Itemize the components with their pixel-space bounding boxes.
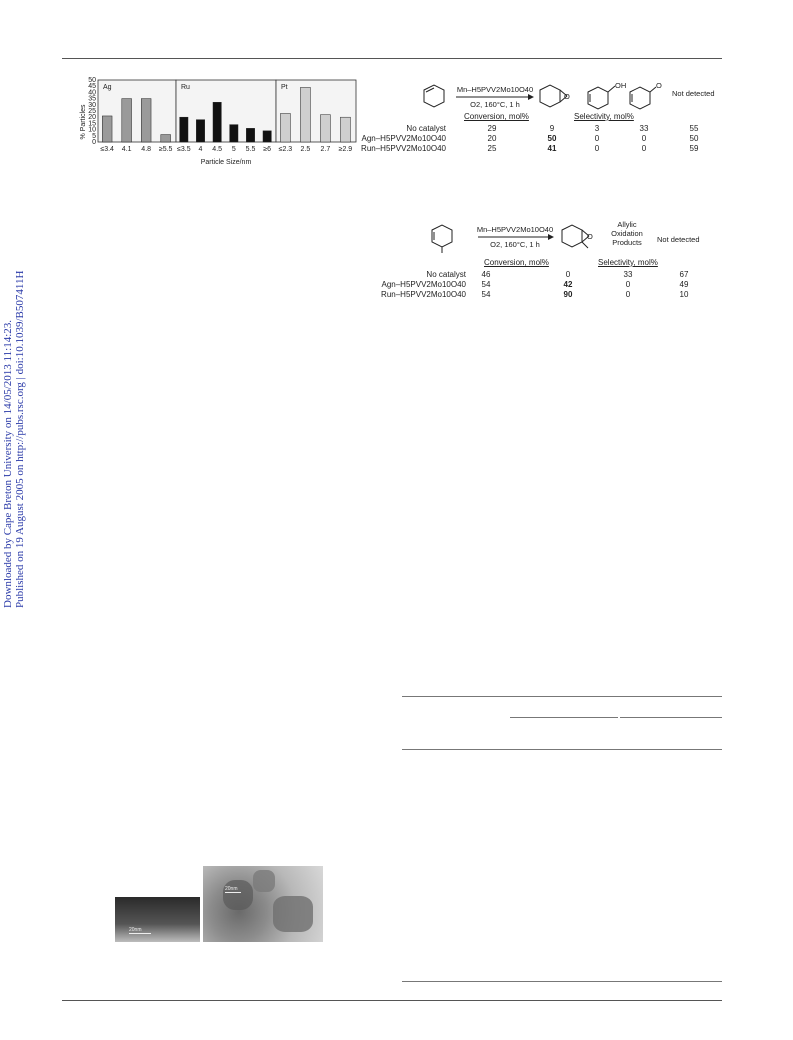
scheme1-cell-nd: 55 (689, 124, 699, 133)
bar-ru (180, 117, 188, 142)
scheme2-cell-conv: 54 (481, 280, 491, 289)
scheme1-cell-s3: 0 (641, 134, 647, 143)
panel-name-pt: Pt (281, 84, 288, 91)
methylcyclohexene-structure (432, 225, 452, 253)
table-rule-bottom (402, 981, 722, 982)
scheme2-allylic-2: Oxidation (611, 229, 643, 238)
scheme2-catalyst: Mn–H5PVV2Mo10O40 (476, 225, 554, 234)
scheme2-conversion-header: Conversion, mol% (484, 258, 549, 267)
x-tick-label: 4.5 (212, 146, 223, 153)
bar-ru (263, 131, 271, 142)
epoxide-structure (540, 85, 567, 107)
bar-ru (230, 125, 238, 142)
scheme2-cell-nd: 10 (679, 290, 689, 299)
x-tick-label: 4.1 (121, 146, 132, 153)
x-tick-label: 2.7 (320, 146, 331, 153)
scheme2-row-name: Agn–H5PVV2Mo10O40 (381, 280, 466, 289)
scheme2-row-name: No catalyst (426, 270, 466, 279)
table-rule-mid (402, 749, 722, 750)
scheme1-row-name: Run–H5PVV2Mo10O40 (361, 144, 446, 153)
alcohol-oh: OH (615, 81, 627, 90)
x-tick-label: ≥6 (263, 146, 272, 153)
scheme-2 (381, 216, 727, 311)
scheme1-conditions: O2, 160°C, 1 h (470, 100, 520, 109)
scheme1-cell-s2: 3 (594, 124, 600, 133)
scheme2-cell-s1: 42 (563, 280, 573, 289)
arrow-head (528, 94, 534, 100)
x-tick-label: ≥5.5 (158, 146, 173, 153)
y-tick-label: 30 (88, 101, 96, 109)
panel-frame-ru (176, 80, 276, 142)
published-line: Published on 19 August 2005 on http://pubs.rsc.org | doi:10.1039/B507411H (14, 270, 26, 608)
scheme1-cell-s3: 33 (639, 124, 649, 133)
table-rule-top (402, 696, 722, 697)
download-notice (0, 270, 24, 610)
y-tick-label: 10 (88, 126, 96, 134)
ketone-o: O (656, 81, 662, 90)
scheme1-cell-nd: 59 (689, 144, 699, 153)
scheme2-conditions: O2, 160°C, 1 h (490, 240, 540, 249)
scheme1-cell-s2: 0 (594, 134, 600, 143)
scheme2-cell-s2: 33 (623, 270, 633, 279)
scheme1-cell-s1: 41 (547, 144, 557, 153)
scheme2-cell-nd: 49 (679, 280, 689, 289)
tem-image-right (203, 866, 323, 942)
x-tick-label: 5.5 (245, 146, 256, 153)
x-tick-label: ≥2.9 (338, 146, 353, 153)
bar-ag (102, 116, 112, 142)
y-tick-label: 45 (88, 83, 96, 91)
y-tick-label: 50 (88, 77, 96, 84)
y-tick-label: 5 (92, 132, 96, 140)
cyclohexenol-structure (588, 86, 615, 109)
scheme1-cell-s1: 50 (547, 134, 557, 143)
panel-name-ru: Ru (181, 84, 190, 91)
footer-rule (62, 1000, 722, 1001)
scheme1-cell-nd: 50 (689, 134, 699, 143)
scheme2-cell-nd: 67 (679, 270, 689, 279)
bar-ag (141, 99, 151, 142)
scheme-1-table (361, 108, 727, 170)
header-rule (62, 58, 722, 59)
y-tick-label: 15 (88, 120, 96, 128)
x-tick-label: 2.5 (300, 146, 311, 153)
bar-ru (196, 120, 204, 142)
scheme1-not-detected: Not detected (672, 89, 715, 98)
scheme2-cell-s2: 0 (625, 280, 631, 289)
chart-ylabel: % Particles (80, 104, 87, 140)
tem-scale-left: 20nm (129, 927, 142, 933)
x-tick-label: ≤2.3 (278, 146, 293, 153)
scheme2-cell-s1: 0 (565, 270, 571, 279)
scheme1-cell-conv: 20 (487, 134, 497, 143)
cyclohexenone-structure (630, 87, 656, 109)
epoxide-o: O (564, 92, 570, 101)
scheme1-cell-conv: 25 (487, 144, 497, 153)
panel-name-ag: Ag (103, 84, 112, 91)
scheme2-allylic-3: Products (612, 238, 642, 247)
scheme-1 (361, 80, 727, 170)
x-tick-label: ≤3.5 (177, 146, 191, 153)
download-line: Downloaded by Cape Breton University on 14/05/2013 11:14:23. (2, 319, 14, 608)
x-tick-label: ≤3.4 (100, 146, 114, 153)
bar-ru (246, 128, 254, 142)
y-tick-label: 35 (88, 95, 96, 103)
scheme2-cell-s1: 90 (563, 290, 573, 299)
scheme2-allylic-1: Allylic (617, 220, 637, 229)
scheme2-cell-s2: 0 (625, 290, 631, 299)
table-rule-sub-2 (620, 717, 722, 718)
scheme1-cell-s1: 9 (549, 124, 555, 133)
scheme1-row-name: Agn–H5PVV2Mo10O40 (361, 134, 446, 143)
tem-scale-right: 20nm (225, 886, 238, 892)
methyl-epoxide-structure (562, 225, 589, 248)
bar-ag (161, 135, 171, 142)
y-tick-label: 0 (92, 139, 96, 146)
scheme2-cell-conv: 46 (481, 270, 491, 279)
tem-image-left (115, 897, 200, 942)
arrow-head-2 (548, 234, 554, 240)
scheme1-selectivity-header: Selectivity, mol% (574, 112, 634, 121)
chart-xlabel: Particle Size/nm (200, 159, 252, 166)
y-tick-label: 40 (88, 89, 96, 97)
scheme-2-table (381, 254, 727, 311)
y-tick-label: 20 (88, 114, 96, 122)
scheme2-selectivity-header: Selectivity, mol% (598, 258, 658, 267)
scheme1-conversion-header: Conversion, mol% (464, 112, 529, 121)
scheme1-cell-conv: 29 (487, 124, 497, 133)
x-tick-label: 5 (231, 146, 236, 153)
cyclohexene-structure (424, 85, 444, 107)
scheme1-catalyst: Mn–H5PVV2Mo10O40 (456, 85, 534, 94)
bar-ag (122, 99, 132, 142)
y-tick-label: 25 (88, 108, 96, 115)
scheme2-not-detected: Not detected (657, 235, 700, 244)
bar-pt (280, 113, 290, 142)
x-tick-label: 4 (198, 146, 203, 153)
scheme1-cell-s3: 0 (641, 144, 647, 153)
table-rule-sub-1 (510, 717, 618, 718)
scheme2-row-name: Run–H5PVV2Mo10O40 (381, 290, 466, 299)
scheme2-cell-conv: 54 (481, 290, 491, 299)
scheme1-row-name: No catalyst (406, 124, 446, 133)
epoxide-o-2: O (587, 232, 593, 241)
x-tick-label: 4.8 (141, 146, 152, 153)
scheme1-cell-s2: 0 (594, 144, 600, 153)
bar-ru (213, 102, 221, 142)
